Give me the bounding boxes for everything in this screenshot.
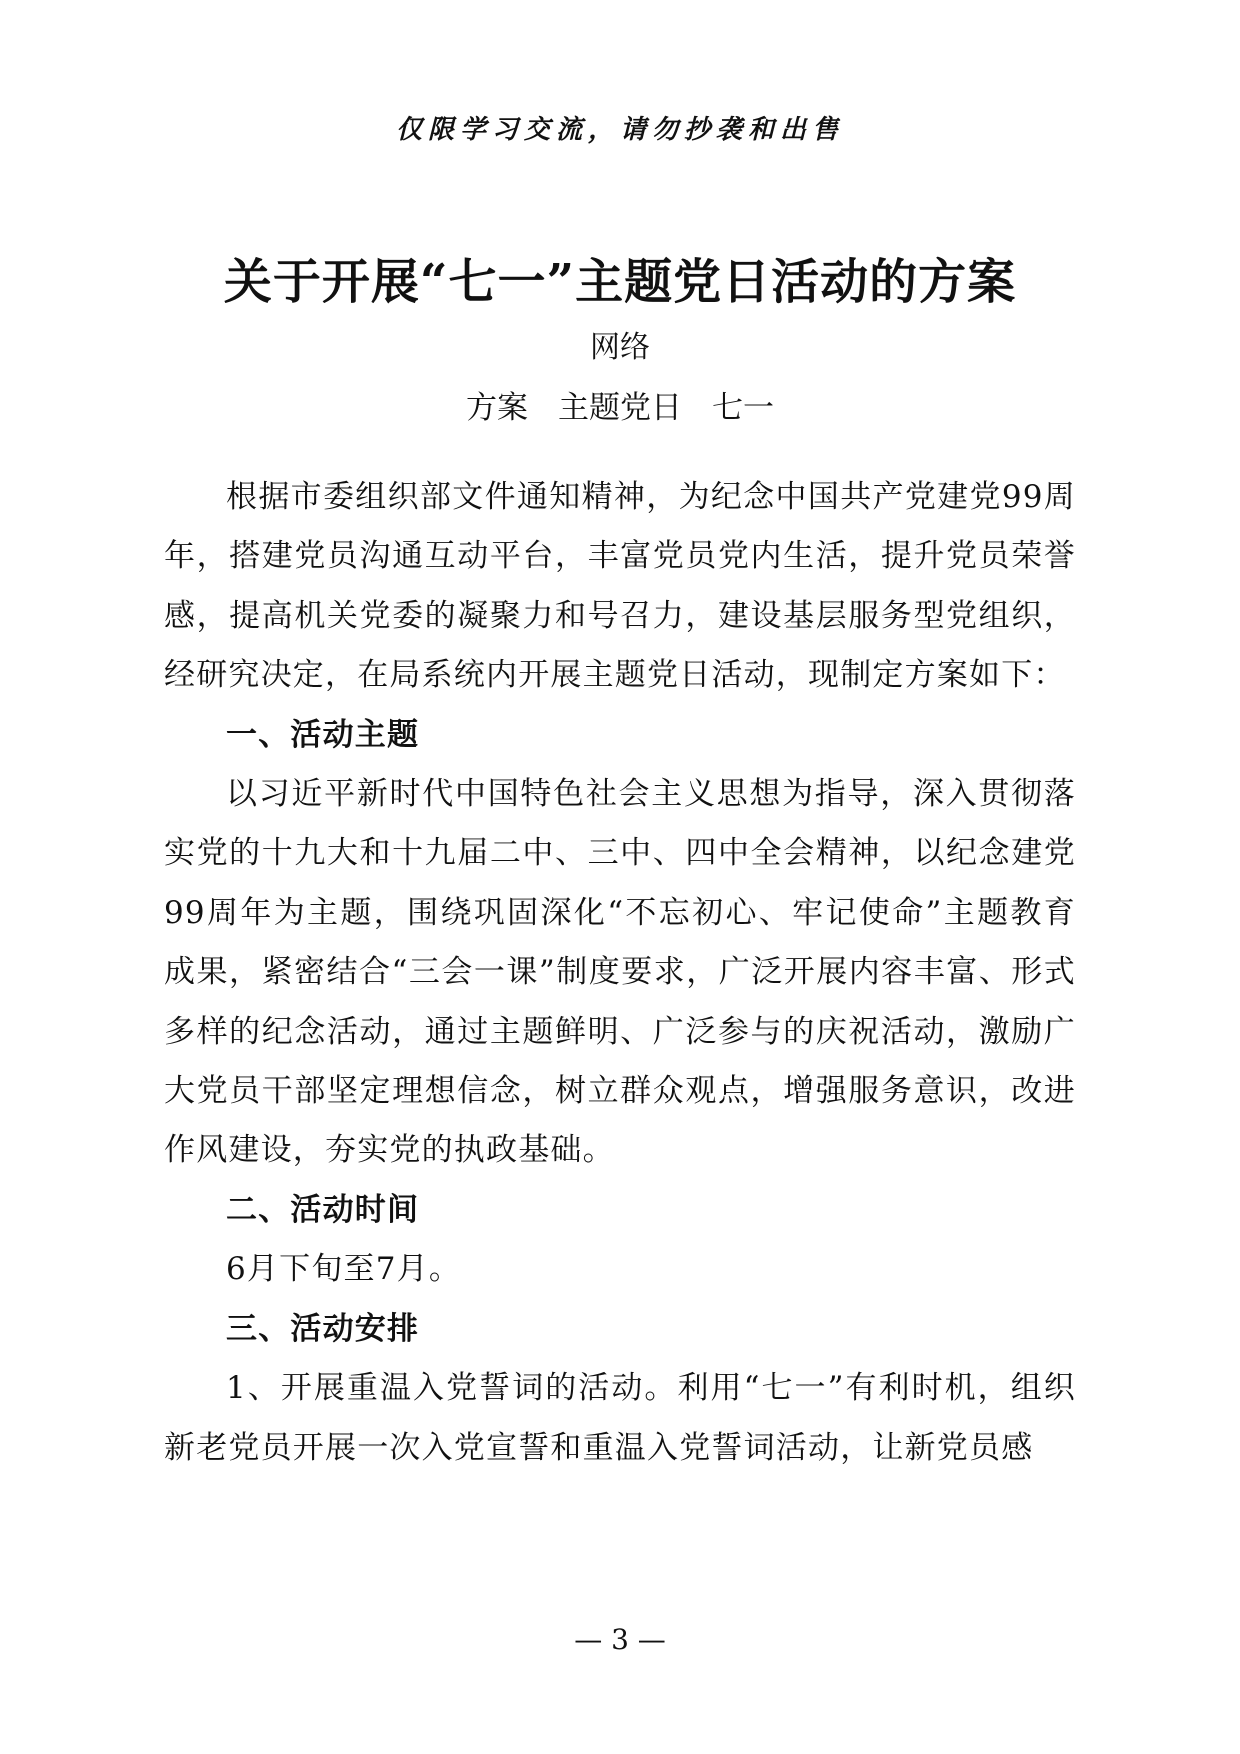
document-body (164, 468, 1076, 1478)
section-heading-theme: 一、活动主题 (226, 716, 420, 753)
section-paragraph-time: 6月下旬至7月。 (226, 1251, 462, 1288)
section-heading-arrangement: 三、活动安排 (226, 1310, 420, 1347)
page-number: — 3 — (574, 1623, 666, 1656)
keyword: 方案 (466, 390, 528, 426)
document-source: 网络 (590, 330, 650, 365)
section-paragraph-arrangement: 1、开展重温入党誓词的活动。利用“七一”有利时机，组织新老党员开展一次入党宣誓和重温入党誓词活动，让新党员感 (164, 1370, 1076, 1466)
intro-paragraph: 根据市委组织部文件通知精神，为纪念中国共产党建党99周年，搭建党员沟通互动平台，丰富党员党内生活，提升党员荣誉感，提高机关党委的凝聚力和号召力，建设基层服务型党组织，经研究决定，在局系统内开展主题党日活动，现制定方案如下： (164, 479, 1076, 694)
section-paragraph-theme: 以习近平新时代中国特色社会主义思想为指导，深入贯彻落实党的十九大和十九届二中、三中、四中全会精神，以纪念建党99周年为主题，围绕巩固深化“不忘初心、牢记使命”主题教育成果，紧密结合“三会一课”制度要求，广泛开展内容丰富、形式多样的纪念活动，通过主题鲜明、广泛参与的庆祝活动，激励广大党员干部坚定理想信念，树立群众观点，增强服务意识，改进作风建设，夯实党的执政基础。 (164, 776, 1076, 1169)
keywords (0, 386, 1240, 430)
keyword: 七一 (712, 390, 774, 426)
section-heading-time: 二、活动时间 (226, 1191, 420, 1228)
keyword: 主题党日 (558, 390, 682, 426)
header-note: 仅限学习交流，请勿抄袭和出售 (395, 115, 844, 145)
document-title: 关于开展“七一”主题党日活动的方案 (223, 254, 1017, 310)
